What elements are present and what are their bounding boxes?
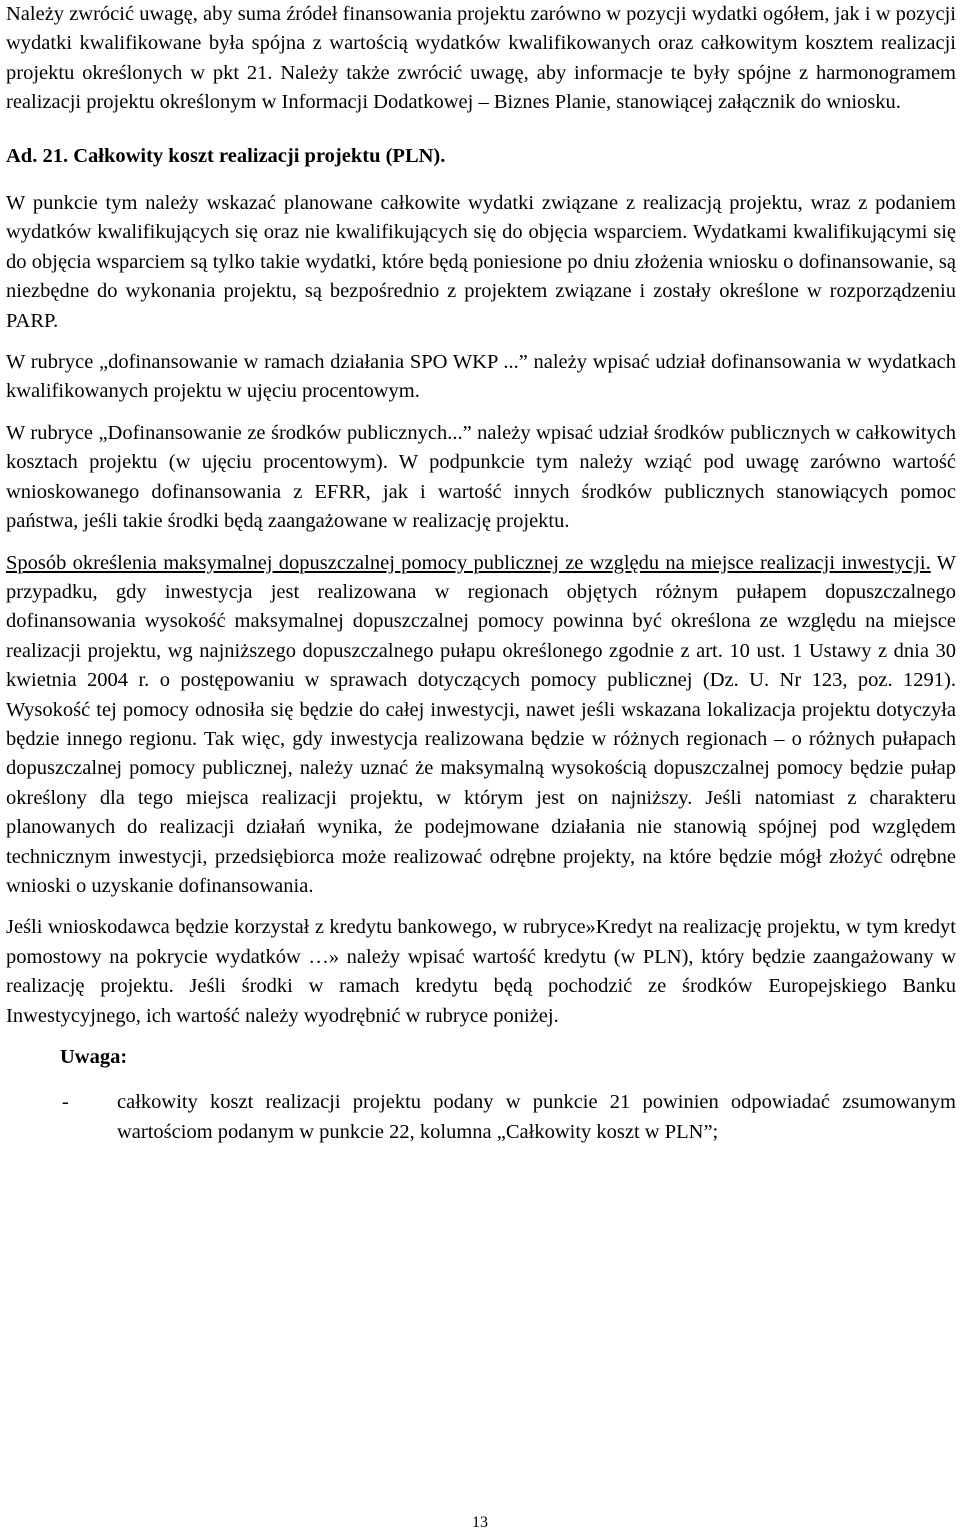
list-item-text: całkowity koszt realizacji projektu podany w punkcie 21 powinien odpowiadać zsumowanym wartościom podanym w punkcie 22, kolumna „Całkowity koszt w PLN”; (117, 1091, 956, 1143)
note-list (6, 1088, 956, 1147)
underlined-lead: Sposób określenia maksymalnej dopuszczalnej pomocy publicznej ze względu na miejsce realizacji inwestycji. (6, 551, 931, 574)
paragraph-spo-wkp: W rubryce „dofinansowanie w ramach działania SPO WKP ...” należy wpisać udział dofinansowania w wydatkach kwalifikowanych projektu w ujęciu procentowym. (6, 351, 956, 403)
list-bullet: - (62, 1091, 69, 1114)
paragraph-bank-credit: Jeśli wnioskodawca będzie korzystał z kredytu bankowego, w rubryce»Kredyt na realizację projektu, w tym kredyt pomostowy na pokrycie wydatków …» należy wpisać wartość kredytu (w PLN), który będzie zaangażowany w realizację projektu. Jeśli środki w ramach kredytu będą pochodzić ze środków Europejskiego Banku Inwestycyjnego, ich wartość należy wyodrębnić w rubryce poniżej. (6, 916, 956, 1027)
list-item (6, 1088, 956, 1147)
paragraph-funding-consistency: Należy zwrócić uwagę, aby suma źródeł finansowania projektu zarówno w pozycji wydatki ogółem, jak i w pozycji wydatki kwalifikowane była spójna z wartością wydatków kwalifikowanych oraz całkowitym kosztem realizacji projektu określonych w pkt 21. Należy także zwrócić uwagę, aby informacje te były spójne z harmonogramem realizacji projektu określonym w Informacji Dodatkowej – Biznes Planie, stanowiącej załącznik do wniosku. (6, 3, 956, 114)
paragraph-max-public-aid (6, 549, 956, 902)
section-heading: Ad. 21. Całkowity koszt realizacji projektu (PLN). (6, 144, 446, 167)
paragraph-total-cost: W punkcie tym należy wskazać planowane całkowite wydatki związane z realizacją projektu, wraz z podaniem wydatków kwalifikujących się oraz nie kwalifikujących się do objęcia wsparciem. Wydatkami kwalifikującymi się do objęcia wsparciem są tylko takie wydatki, które będą poniesione po dniu złożenia wniosku o dofinansowanie, są niezbędne do wykonania projektu, są bezpośrednio z projektem związane i zostały określone w rozporządzeniu PARP. (6, 192, 956, 332)
paragraph-public-funds: W rubryce „Dofinansowanie ze środków publicznych...” należy wpisać udział środków publicznych w całkowitych kosztach projektu (w ujęciu procentowym). W podpunkcie tym należy wziąć pod uwagę zarówno wartość wnioskowanego dofinansowania z EFRR, jak i wartość innych środków publicznych stanowiących pomoc państwa, jeśli takie środki będą zaangażowane w realizację projektu. (6, 421, 956, 533)
document-page (6, 0, 956, 1147)
page-number: 13 (472, 1514, 488, 1531)
note-title: Uwaga: (60, 1046, 128, 1068)
paragraph-max-public-aid-text: W przypadku, gdy inwestycja jest realizowana w regionach objętych różnym pułapem dopuszczalnego dofinansowania wysokość maksymalnej dopuszczalnej pomocy powinna być określona ze względu na miejsce realizacji projektu, wg najniższego dopuszczalnego pułapu określonego zgodnie z art. 10 ust. 1 Ustawy z dnia 30 kwietnia 2004 r. o postępowaniu w sprawach dotyczących pomocy publicznej (Dz. U. Nr 123, poz. 1291). Wysokość tej pomocy odnosiła się będzie do całej inwestycji, nawet jeśli wskazana lokalizacja projektu dotyczyła będzie innego regionu. Tak więc, gdy inwestycja realizowana będzie w różnych regionach – o różnych pułapach dopuszczalnej pomocy publicznej, należy uznać że maksymalną wysokością dopuszczalnej pomocy będzie pułap określony dla tego miejsca realizacji projektu, w którym jest on najniższy. Jeśli natomiast z charakteru planowanych do realizacji działań wynika, że podejmowane działania nie stanowią spójnej pod względem technicznym inwestycji, przedsiębiorca może realizować odrębne projekty, na które będzie mógł złożyć odrębne wnioski o uzyskanie dofinansowania. (6, 551, 956, 897)
